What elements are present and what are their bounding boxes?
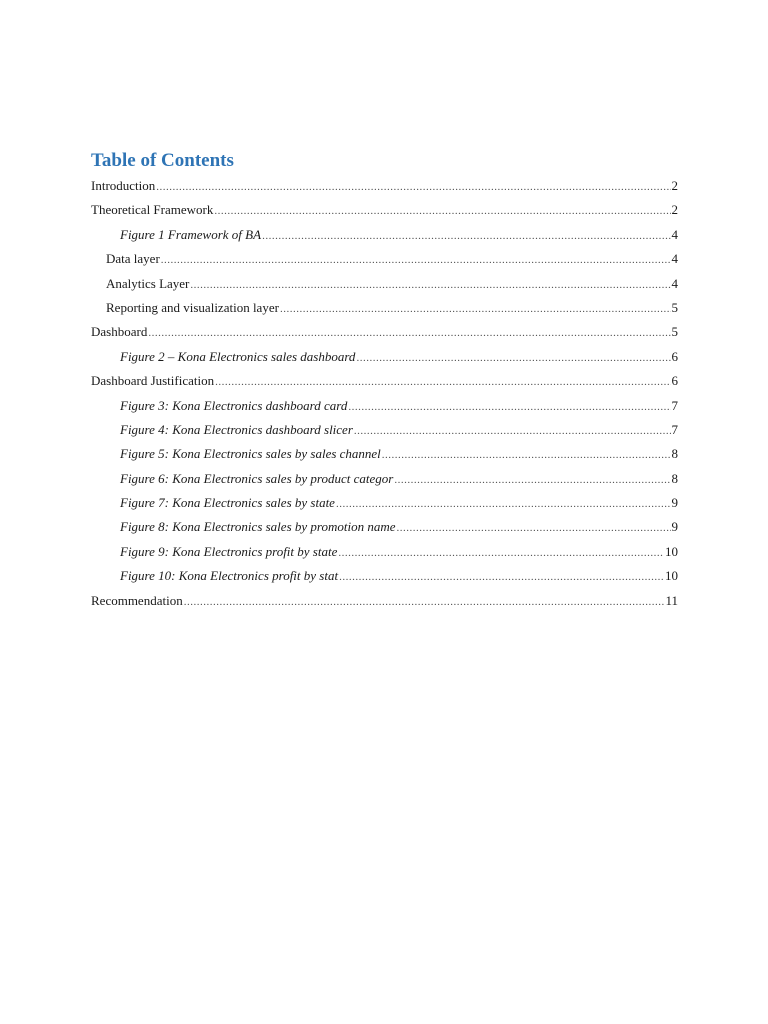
toc-entry[interactable]	[91, 589, 678, 613]
toc-entry-text[interactable]: Theoretical Framework	[91, 202, 214, 218]
toc-entry-page-number[interactable]: 2	[671, 202, 678, 218]
toc-dot-leader	[156, 175, 670, 199]
toc-dot-leader	[184, 590, 665, 614]
toc-entry-page-number[interactable]: 6	[671, 348, 678, 364]
toc-entry-page-number[interactable]: 4	[671, 226, 678, 242]
table-of-contents	[91, 148, 678, 613]
toc-dot-leader	[397, 516, 671, 540]
toc-entry-text[interactable]: Figure 2 – Kona Electronics sales dashboard	[120, 348, 356, 364]
toc-entry-text[interactable]: Figure 3: Kona Electronics dashboard card	[120, 397, 348, 413]
toc-entry-page-number[interactable]: 6	[671, 373, 678, 389]
toc-entry-text[interactable]: Figure 1 Framework of BA	[120, 226, 262, 242]
toc-entry-page-number[interactable]: 4	[671, 275, 678, 291]
toc-entry-text[interactable]: Dashboard Justification	[91, 373, 215, 389]
toc-entry-text[interactable]: Recommendation	[91, 592, 183, 608]
toc-entry[interactable]	[91, 540, 678, 564]
toc-entry-page-number[interactable]: 2	[671, 178, 678, 193]
toc-dot-leader	[348, 395, 670, 419]
toc-dot-leader	[356, 346, 670, 370]
toc-dot-leader	[354, 419, 671, 443]
toc-dot-leader	[339, 565, 664, 589]
toc-dot-leader	[190, 273, 670, 297]
toc-dot-leader	[215, 370, 670, 394]
toc-entry[interactable]	[91, 491, 678, 515]
toc-title: Table of Contents	[91, 150, 234, 171]
toc-dot-leader	[338, 541, 664, 565]
toc-dot-leader	[161, 248, 671, 272]
toc-entry[interactable]	[91, 467, 678, 491]
toc-entry[interactable]	[91, 247, 678, 271]
toc-entry[interactable]	[91, 223, 678, 247]
toc-entry-text[interactable]: Dashboard	[91, 324, 148, 340]
toc-entry-text[interactable]: Reporting and visualization layer	[106, 299, 279, 315]
toc-entry[interactable]	[91, 345, 678, 369]
toc-entry-page-number[interactable]: 7	[671, 421, 678, 437]
toc-entry[interactable]	[91, 174, 678, 198]
toc-entry-text[interactable]: Figure 4: Kona Electronics dashboard slicer	[120, 421, 353, 437]
toc-entry-text[interactable]: Introduction	[91, 178, 156, 193]
toc-entry-page-number[interactable]: 5	[671, 324, 678, 340]
toc-entry-list	[91, 174, 678, 613]
toc-dot-leader	[214, 199, 670, 223]
toc-entry-text[interactable]: Figure 8: Kona Electronics sales by promotion name	[120, 519, 396, 535]
toc-entry-page-number[interactable]: 8	[671, 446, 678, 462]
toc-entry-page-number[interactable]: 10	[665, 543, 678, 559]
toc-entry-page-number[interactable]: 8	[671, 470, 678, 486]
toc-entry-page-number[interactable]: 11	[665, 592, 678, 608]
toc-entry-text[interactable]: Figure 9: Kona Electronics profit by state	[120, 543, 338, 559]
toc-entry-text[interactable]: Analytics Layer	[106, 275, 190, 291]
toc-entry-text[interactable]: Data layer	[106, 251, 160, 267]
toc-dot-leader	[280, 297, 671, 321]
toc-entry[interactable]	[91, 272, 678, 296]
toc-entry-page-number[interactable]: 7	[671, 397, 678, 413]
toc-entry[interactable]	[91, 564, 678, 588]
toc-entry[interactable]	[91, 369, 678, 393]
toc-entry-page-number[interactable]: 4	[671, 251, 678, 267]
toc-entry[interactable]	[91, 418, 678, 442]
toc-entry-page-number[interactable]: 10	[665, 568, 678, 584]
toc-entry-page-number[interactable]: 9	[671, 495, 678, 511]
toc-entry-text[interactable]: Figure 7: Kona Electronics sales by state	[120, 495, 335, 511]
toc-dot-leader	[148, 321, 670, 345]
toc-dot-leader	[382, 443, 671, 467]
toc-entry[interactable]	[91, 320, 678, 344]
toc-entry-page-number[interactable]: 9	[671, 519, 678, 535]
toc-dot-leader	[336, 492, 671, 516]
toc-entry-text[interactable]: Figure 5: Kona Electronics sales by sales channel	[120, 446, 381, 462]
toc-entry[interactable]	[91, 394, 678, 418]
toc-entry[interactable]	[91, 442, 678, 466]
toc-dot-leader	[394, 468, 670, 492]
toc-entry-page-number[interactable]: 5	[671, 299, 678, 315]
toc-entry-text[interactable]: Figure 10: Kona Electronics profit by stat	[120, 568, 339, 584]
toc-entry[interactable]	[91, 296, 678, 320]
toc-dot-leader	[262, 224, 670, 248]
toc-entry[interactable]	[91, 198, 678, 222]
toc-entry-text[interactable]: Figure 6: Kona Electronics sales by product categor	[120, 470, 394, 486]
toc-entry[interactable]	[91, 515, 678, 539]
